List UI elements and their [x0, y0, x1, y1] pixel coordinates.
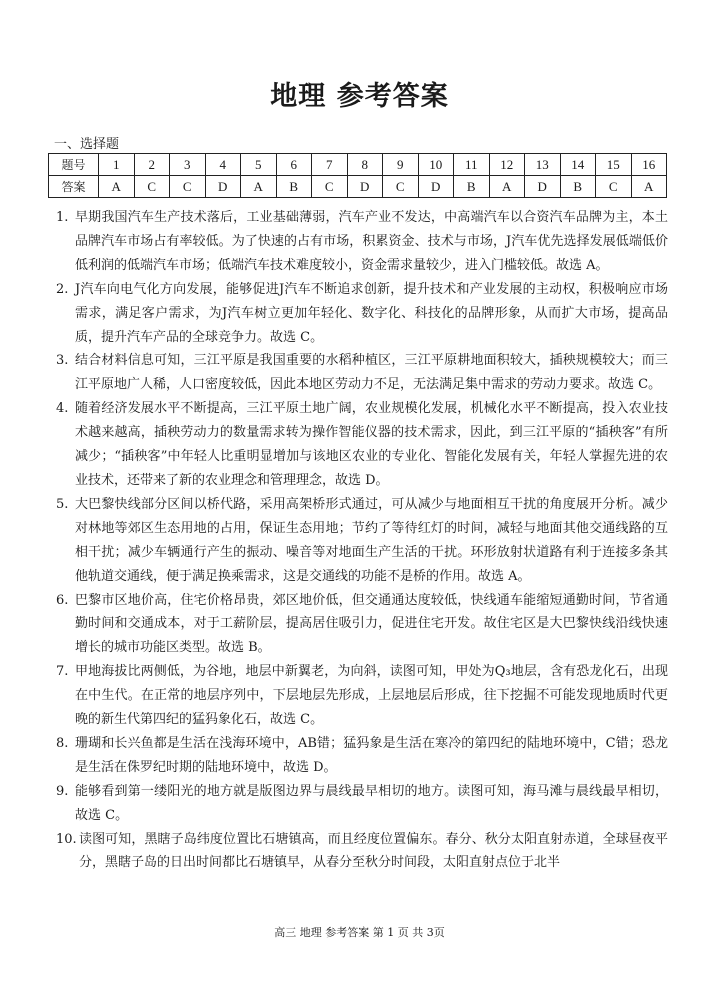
answer-cell: C [312, 176, 348, 198]
answer-cell: B [276, 176, 312, 198]
item-text: 巴黎市区地价高，住宅价格昂贵，郊区地价低，但交通通达度较低，快线通车能缩短通勤时间，节省通勤时间和交通成本，对于工薪阶层，提高居住吸引力，促进住宅开发。故住宅区是大巴黎快线沿线快速增长的城市功能区类型。故选 B。 [75, 592, 668, 656]
question-number-cell: 12 [489, 154, 525, 176]
explanation-list [56, 206, 668, 875]
explanation-item [56, 660, 668, 732]
item-number: 2. [56, 281, 69, 297]
page-title: 地理 参考答案 [270, 81, 449, 112]
answer-cell: A [631, 176, 667, 198]
item-number: 6. [56, 592, 69, 608]
item-number: 3. [56, 353, 69, 369]
answer-cell: C [383, 176, 419, 198]
explanation-item [56, 493, 668, 589]
item-text: 随着经济发展水平不断提高，三江平原土地广阔，农业规模化发展，机械化水平不断提高，投入农业技术越来越高，插秧劳动力的数量需求转为操作智能仪器的技术需求，因此，到三江平原的“插秧客”有所减少；“插秧客”中年轻人比重明显增加与该地区农业的专业化、智能化发展有关，年轻人掌握先进的农业技术，还带来了新的农业理念和管理理念，故选 D。 [75, 401, 668, 488]
item-number: 1. [56, 210, 69, 225]
question-number-cell: 4 [205, 154, 241, 176]
item-text: 早期我国汽车生产技术落后，工业基础薄弱，汽车产业不发达，中高端汽车以合资汽车品牌为主，本土品牌汽车市场占有率较低。为了快速的占有市场，积累资金、技术与市场，J汽车优先选择发展低端低价低利润的低端汽车市场；低端汽车技术难度较小，资金需求量较少，进入门槛较低。故选 A。 [75, 210, 668, 273]
question-number-cell: 9 [383, 154, 419, 176]
item-text: 大巴黎快线部分区间以桥代路，采用高架桥形式通过，可从减少与地面相互干扰的角度展开分析。减少对林地等郊区生态用地的占用，保证生态用地；节约了等待红灯的时间，减轻与地面其他交通线路的互相干扰；减少车辆通行产生的振动、噪音等对地面生产生活的干扰。环形放射状道路有利于连接多条其他轨道交通线，便于满足换乘需求，这是交通线的功能不是桥的作用。故选 A。 [75, 496, 668, 584]
question-number-cell: 6 [276, 154, 312, 176]
answer-cell: C [170, 176, 206, 198]
row-label-answer: 答案 [49, 176, 99, 198]
item-number: 7. [56, 664, 69, 680]
answer-cell: A [241, 176, 277, 198]
question-number-cell: 15 [596, 154, 632, 176]
question-number-cell: 3 [170, 154, 206, 176]
explanation-item [56, 732, 668, 780]
item-text: J汽车向电气化方向发展，能够促进J汽车不断追求创新，提升技术和产业发展的主动权，积极响应市场需求，满足客户需求，为J汽车树立更加年轻化、数字化、科技化的品牌形象，从而扩大市场，提高品质，提升汽车产品的全球竞争力。故选 C。 [75, 281, 668, 345]
question-number-row [49, 154, 667, 176]
answer-cell: C [134, 176, 170, 198]
explanation-item [56, 397, 668, 493]
row-label-question-number: 题号 [49, 154, 99, 176]
question-number-cell: 11 [454, 154, 490, 176]
answer-cell: D [525, 176, 561, 198]
item-text: 结合材料信息可知，三江平原是我国重要的水稻种植区，三江平原耕地面积较大，插秧规模较大；而三江平原地广人稀，人口密度较低，因此本地区劳动力不足，无法满足集中需求的劳动力要求。故选 C。 [75, 353, 668, 393]
item-number: 8. [56, 735, 69, 751]
section-heading: 一、选择题 [54, 137, 120, 152]
answer-row [49, 176, 667, 198]
question-number-cell: 13 [525, 154, 561, 176]
item-number: 4. [56, 401, 69, 417]
answer-table [48, 153, 667, 198]
item-number: 9. [56, 783, 69, 799]
answer-cell: A [489, 176, 525, 198]
explanation-item [56, 278, 668, 350]
explanation-item [56, 828, 668, 876]
question-number-cell: 5 [241, 154, 277, 176]
item-text: 珊瑚和长兴鱼都是生活在浅海环境中，AB错；猛犸象是生活在寒冷的第四纪的陆地环境中，C错；恐龙是生活在侏罗纪时期的陆地环境中，故选 D。 [75, 735, 668, 775]
answer-cell: C [596, 176, 632, 198]
answer-cell: D [347, 176, 383, 198]
explanation-item [56, 206, 668, 278]
answer-cell: D [418, 176, 454, 198]
question-number-cell: 1 [99, 154, 135, 176]
item-text: 甲地海拔比两侧低，为谷地，地层中新翼老，为向斜，读图可知，甲处为Q₃地层，含有恐龙化石，出现在中生代。在正常的地层序列中，下层地层先形成，上层地层后形成，往下挖掘不可能发现地质时代更晚的新生代第四纪的猛犸象化石，故选 C。 [75, 664, 668, 728]
answer-cell: D [205, 176, 241, 198]
question-number-cell: 7 [312, 154, 348, 176]
answer-cell: B [454, 176, 490, 198]
item-number: 10. [56, 831, 77, 847]
question-number-cell: 2 [134, 154, 170, 176]
answer-cell: B [560, 176, 596, 198]
item-text: 读图可知，黑瞎子岛纬度位置比石塘镇高，而且经度位置偏东。春分、秋分太阳直射赤道，全球昼夜平分，黑瞎子岛的日出时间都比石塘镇早，从春分至秋分时间段，太阳直射点位于北半 [79, 831, 668, 871]
item-number: 5. [56, 496, 69, 512]
page-footer: 高三 地理 参考答案 第 1 页 共 3页 [274, 926, 445, 939]
item-text: 能够看到第一缕阳光的地方就是版图边界与晨线最早相切的地方。读图可知，海马滩与晨线最早相切，故选 C。 [75, 783, 668, 823]
explanation-item [56, 589, 668, 661]
question-number-cell: 16 [631, 154, 667, 176]
question-number-cell: 14 [560, 154, 596, 176]
answer-cell: A [99, 176, 135, 198]
question-number-cell: 8 [347, 154, 383, 176]
question-number-cell: 10 [418, 154, 454, 176]
explanation-item [56, 349, 668, 397]
explanation-item [56, 780, 668, 828]
